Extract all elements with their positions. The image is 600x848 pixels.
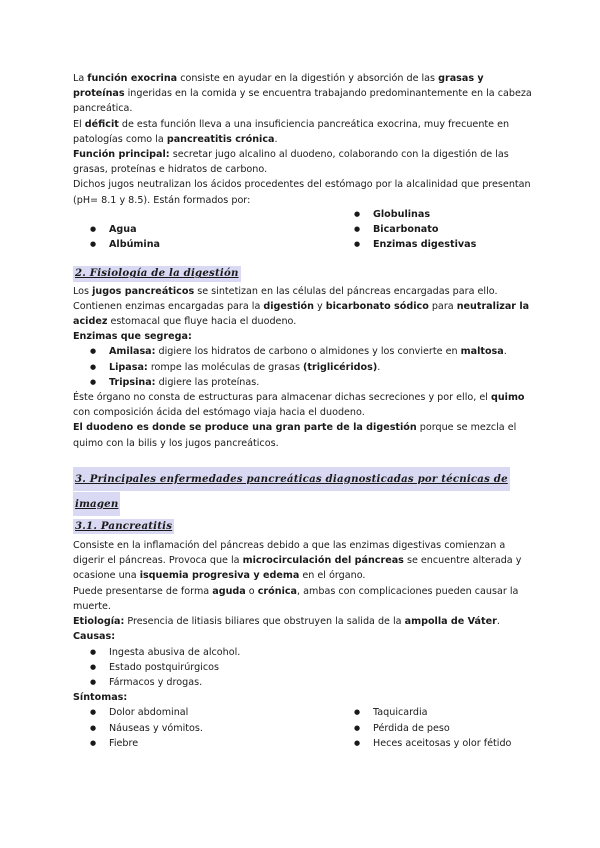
text: para bbox=[428, 300, 457, 312]
section-heading-physiology: 2. Fisiología de la digestión bbox=[73, 266, 241, 281]
bold-text: microcirculación del páncreas bbox=[242, 555, 404, 567]
text: rompe las moléculas de grasas bbox=[147, 361, 304, 373]
text: o bbox=[245, 585, 258, 597]
list-item bbox=[73, 375, 533, 390]
text: digiere las proteínas. bbox=[155, 376, 260, 388]
list-item: ● Heces aceitosas y olor fétido bbox=[337, 736, 533, 751]
list-item: ● Fiebre bbox=[73, 736, 337, 751]
paragraph-chyme bbox=[73, 390, 533, 420]
text: porque se mezcla el quimo con la bilis y los jugos pancreáticos. bbox=[73, 422, 517, 449]
paragraph-pancreatitis bbox=[73, 538, 533, 584]
text: digiere los hidratos de carbono o almidones y los convierte en bbox=[155, 346, 461, 358]
bold-text: Síntomas: bbox=[73, 692, 128, 704]
bold-text: Bicarbonato bbox=[373, 224, 439, 236]
bold-text: neutralizar la acidez bbox=[73, 300, 530, 328]
paragraph-deficit bbox=[73, 117, 533, 147]
paragraph-ph: Dichos jugos neutralizan los ácidos procedentes del estómago por la alcalinidad que presentan (pH= 8.1 y 8.5). Están formados por: bbox=[73, 179, 531, 206]
sub-heading-block bbox=[73, 519, 533, 534]
bold-text: función exocrina bbox=[87, 73, 178, 84]
symptoms-title bbox=[73, 690, 533, 705]
list-item bbox=[73, 222, 337, 237]
text: y bbox=[313, 300, 326, 312]
bold-text: Tripsina: bbox=[109, 376, 156, 388]
list-item: ● Pérdida de peso bbox=[337, 721, 533, 736]
paragraph-pancreatic-juices bbox=[73, 284, 533, 330]
bold-text: Enzimas digestivas bbox=[373, 239, 477, 251]
list-item bbox=[337, 237, 533, 252]
bold-text: grasas y proteínas bbox=[73, 73, 484, 100]
bold-text: Albúmina bbox=[109, 239, 160, 251]
text: ingeridas en la comida y se encuentra trabajando predominantemente en la cabeza pancreática. bbox=[73, 88, 532, 115]
bold-text: Enzimas que segrega: bbox=[73, 331, 192, 343]
bold-text: (triglicéridos) bbox=[303, 361, 378, 373]
list-item: ● Náuseas y vómitos. bbox=[73, 721, 337, 736]
bold-text: pancreatitis crónica bbox=[166, 133, 275, 145]
section-heading-block bbox=[73, 266, 533, 281]
section-heading-diseases-cont: imagen bbox=[73, 492, 120, 516]
bold-text: isquemia progresiva y edema bbox=[139, 570, 300, 582]
list-item bbox=[73, 237, 337, 252]
bold-text: bicarbonato sódico bbox=[325, 300, 429, 312]
list-item bbox=[337, 222, 533, 237]
text: , ambas con complicaciones pueden causar la muerte. bbox=[73, 585, 519, 612]
list-item: ● Dolor abdominal bbox=[73, 705, 337, 720]
text: Los bbox=[73, 285, 93, 297]
bold-text: Etiología: bbox=[73, 616, 125, 628]
components-right bbox=[337, 207, 533, 253]
text: se encuentre alterada y ocasione una bbox=[73, 555, 522, 582]
text: en el órgano. bbox=[299, 570, 366, 582]
text: El bbox=[73, 118, 85, 130]
components-left bbox=[73, 207, 337, 253]
section-heading-diseases: 3. Principales enfermedades pancreáticas diagnosticadas por técnicas de bbox=[73, 467, 510, 491]
causes-title bbox=[73, 629, 533, 644]
bold-text: aguda bbox=[212, 585, 246, 597]
bold-text: Globulinas bbox=[373, 208, 431, 220]
text: . bbox=[496, 616, 500, 628]
bold-text: quimo bbox=[490, 392, 525, 404]
bold-text: digestión bbox=[263, 300, 314, 312]
bold-text: ampolla de Váter bbox=[404, 616, 497, 628]
bold-text: déficit bbox=[84, 118, 119, 130]
section-heading-block bbox=[73, 467, 533, 517]
bold-text: Agua bbox=[109, 223, 137, 235]
document-page bbox=[73, 71, 533, 751]
text: . bbox=[274, 133, 278, 145]
sub-heading-pancreatitis: 3.1. Pancreatitis bbox=[73, 519, 174, 534]
bold-text: Lipasa: bbox=[109, 361, 148, 373]
enzymes-title bbox=[73, 329, 533, 344]
enzymes-list bbox=[73, 344, 533, 390]
symptoms-list bbox=[73, 705, 533, 751]
list-item bbox=[337, 207, 533, 222]
paragraph-duodenum bbox=[73, 420, 533, 450]
bold-text: Causas: bbox=[73, 631, 116, 643]
list-item: ● Fármacos y drogas. bbox=[73, 675, 533, 690]
text: de esta función lleva a una insuficiencia pancreática exocrina, muy frecuente en patologías como la bbox=[73, 118, 510, 145]
bold-text: El duodeno es donde se produce una gran parte de la digestión bbox=[73, 422, 417, 434]
list-item: ● Taquicardia bbox=[337, 705, 533, 720]
paragraph-etiology bbox=[73, 614, 533, 629]
text: con composición ácida del estómago viaja hacia el duodeno. bbox=[73, 407, 365, 419]
paragraph-forms bbox=[73, 584, 533, 614]
causes-list bbox=[73, 645, 533, 691]
bold-text: maltosa bbox=[460, 346, 504, 358]
text: La bbox=[73, 73, 88, 84]
text: Éste órgano no consta de estructuras para almacenar dichas secreciones y por ello, el bbox=[73, 392, 491, 404]
text: secretar jugo alcalino al duodeno, colaborando con la digestión de las grasas, proteínas e hidratos de carbono. bbox=[73, 149, 509, 176]
text: Presencia de litiasis biliares que obstruyen la salida de la bbox=[124, 616, 405, 628]
paragraph-exocrine-function bbox=[73, 71, 533, 117]
symptoms-right bbox=[337, 705, 533, 751]
text: . bbox=[377, 361, 381, 373]
text: Consiste en la inflamación del páncreas debido a que las enzimas digestivas comienzan a digerir el páncreas. Provoca que la bbox=[73, 540, 506, 567]
text: Puede presentarse de forma bbox=[73, 585, 213, 597]
paragraph-main-function bbox=[73, 147, 533, 177]
list-item: ● Ingesta abusiva de alcohol. bbox=[73, 645, 533, 660]
text: se sintetizan en las células del páncreas encargadas para ello. Contienen enzimas encargadas para la bbox=[73, 285, 498, 312]
list-item bbox=[73, 344, 533, 359]
components-list bbox=[73, 207, 533, 253]
symptoms-left bbox=[73, 705, 337, 751]
bold-text: jugos pancreáticos bbox=[92, 285, 195, 297]
text: . bbox=[503, 346, 507, 358]
list-item bbox=[73, 360, 533, 375]
bold-text: Amilasa: bbox=[109, 346, 156, 358]
bold-text: Función principal: bbox=[73, 149, 170, 161]
text: consiste en ayudar en la digestión y absorción de las bbox=[177, 73, 439, 84]
text: estomacal que fluye hacia el duodeno. bbox=[107, 316, 297, 328]
bold-text: crónica bbox=[257, 585, 298, 597]
list-item: ● Estado postquirúrgicos bbox=[73, 660, 533, 675]
